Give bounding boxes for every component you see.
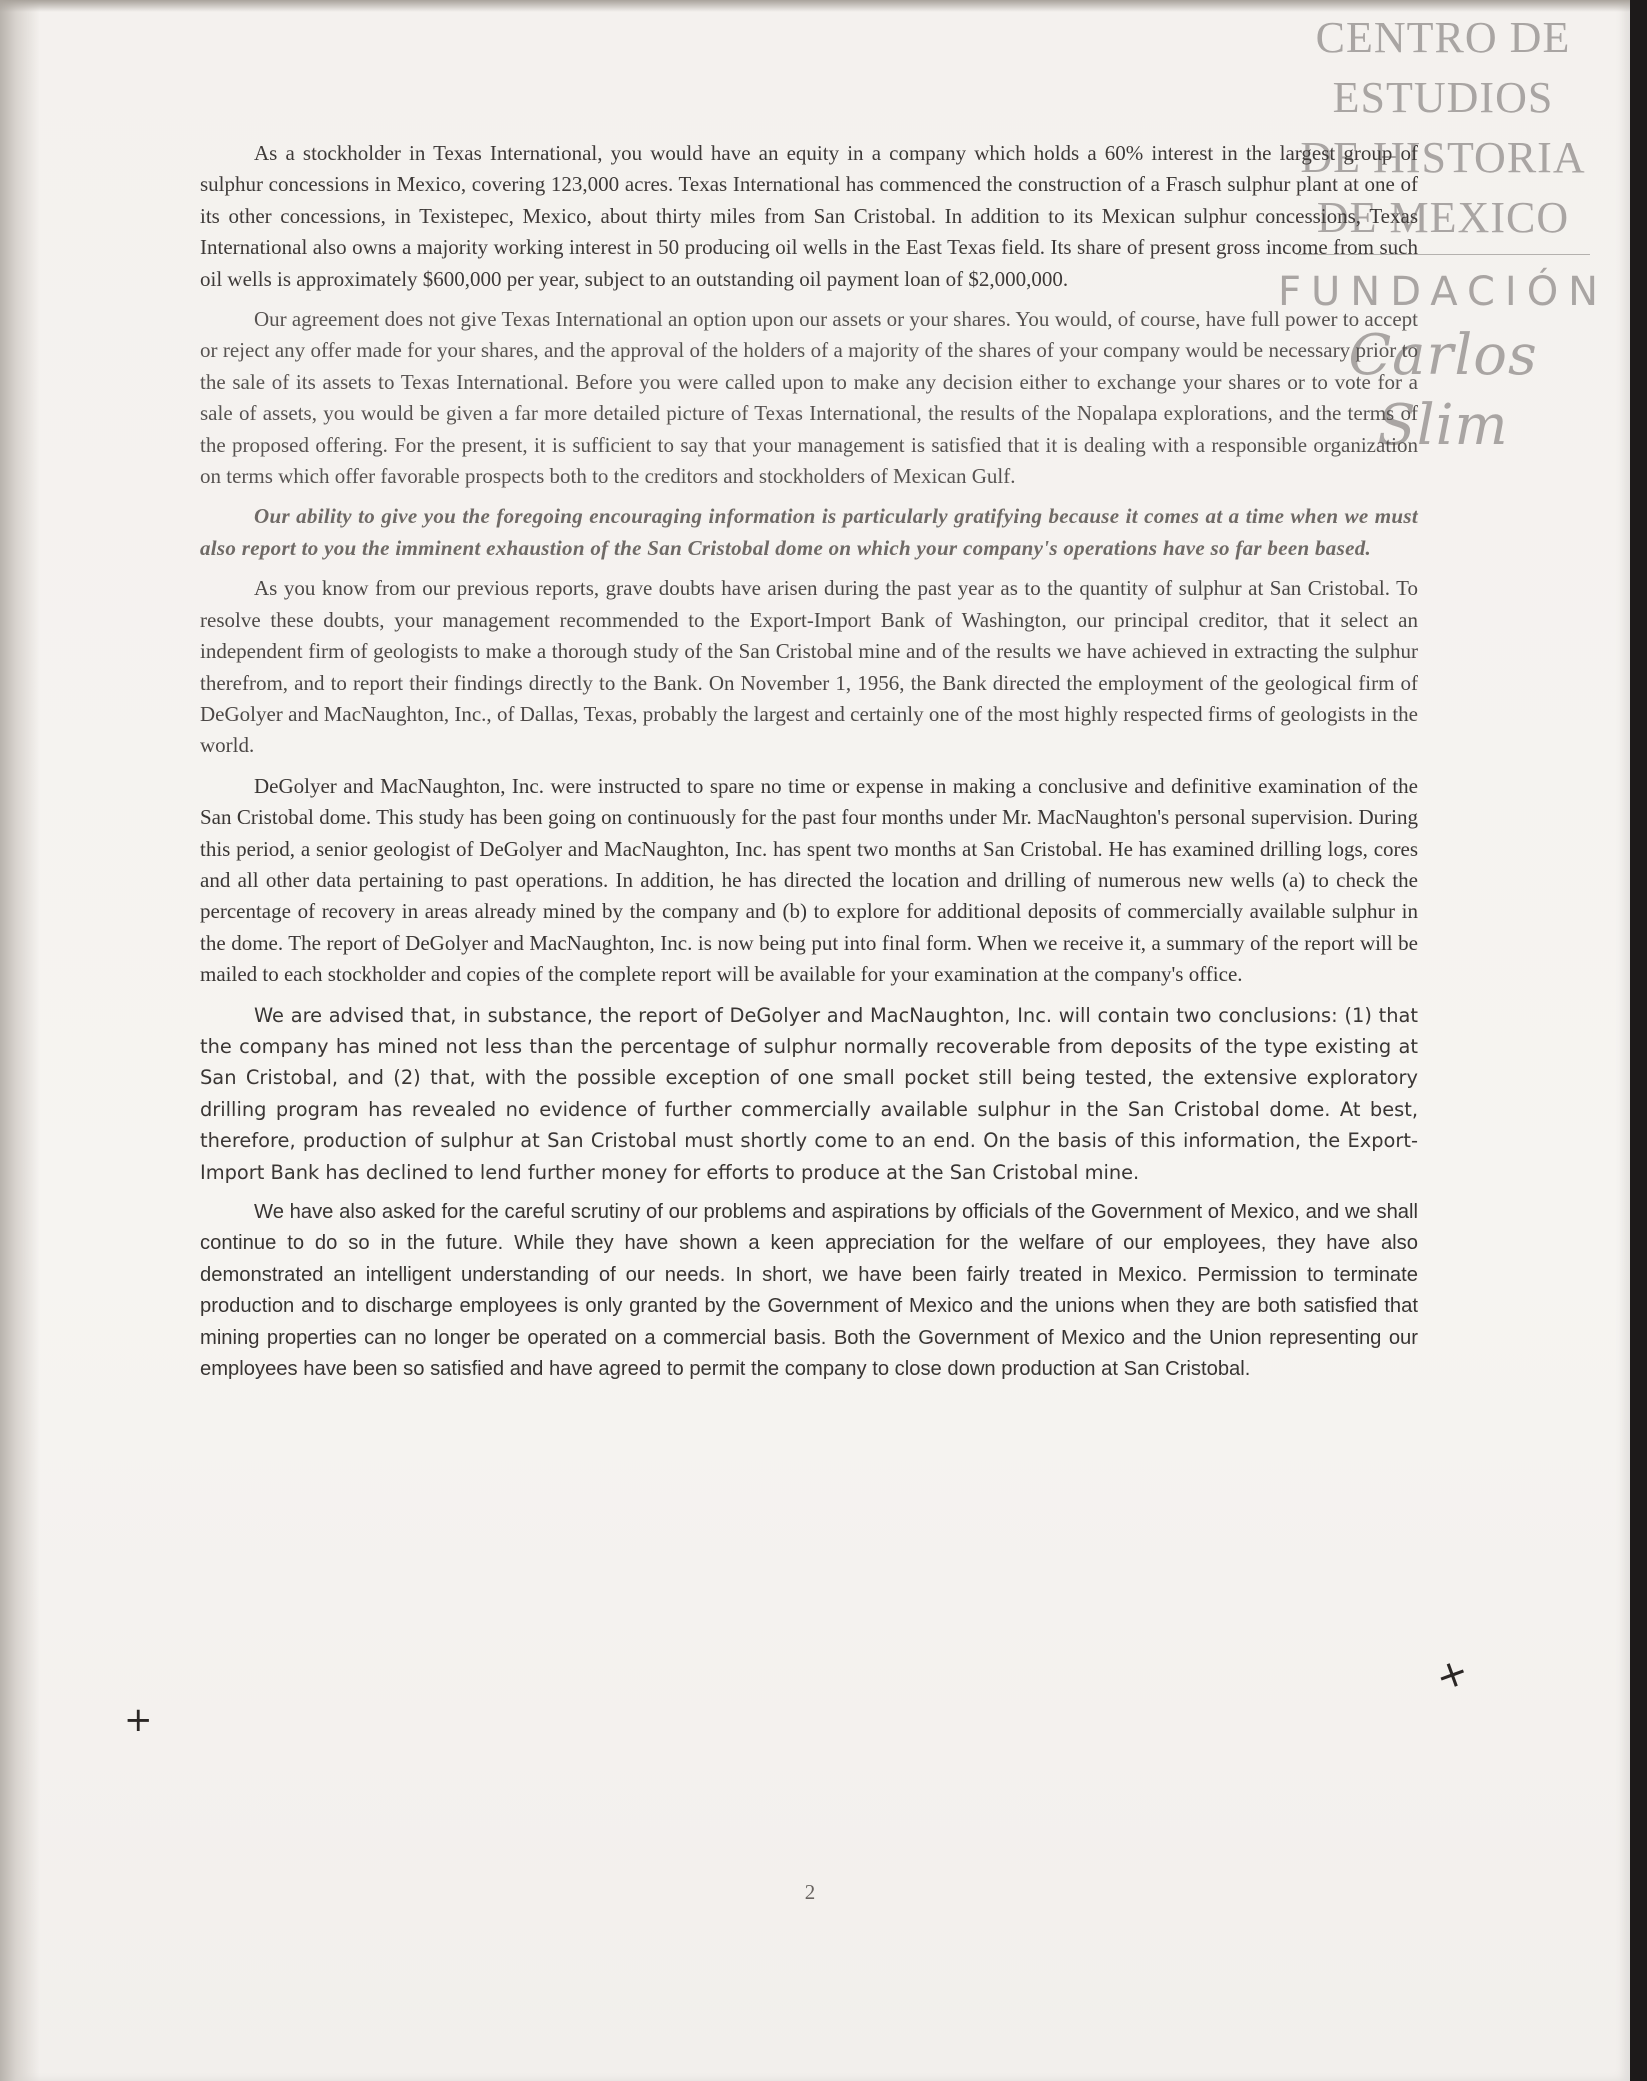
watermark-line-3: DE HISTORIA <box>1300 133 1586 182</box>
paragraph-texas-international: As a stockholder in Texas International, you would have an equity in a company which holds a 60% interest in the largest group of sulphur concessions in Mexico, covering 123,000 acres. Texas International has commenced the construction of a Frasch sulphur plant at one of its other concessions, in Texistepec, Mexico, about thirty miles from San Cristobal. In addition to its Mexican sulphur concessions, Texas International also owns a majority working interest in 50 producing oil wells in the East Texas field. Its share of present gross income from such oil wells is approximately $600,000 per year, subject to an outstanding oil payment loan of $2,000,000. <box>200 141 1418 291</box>
handwritten-mark-right: + <box>1429 1647 1475 1701</box>
watermark-line-1: CENTRO DE <box>1315 13 1571 62</box>
paragraph-degolyer-study: DeGolyer and MacNaughton, Inc. were instructed to spare no time or expense in making a conclusive and definitive examination of the San Cristobal dome. This study has been going on continuously for the past four months under Mr. MacNaughton's personal supervision. During this period, a senior geologist of DeGolyer and MacNaughton, Inc. has spent two months at San Cristobal. He has examined drilling logs, cores and all other data pertaining to past operations. In addition, he has directed the location and drilling of numerous new wells (a) to check the percentage of recovery in areas already mined by the company and (b) to explore for additional deposits of commercially available sulphur in the dome. The report of DeGolyer and MacNaughton, Inc. is now being put into final form. When we receive it, a summary of the report will be mailed to each stockholder and copies of the complete report will be available for your examination at the company's office. <box>200 773 1418 987</box>
paragraph-conclusions: We are advised that, in substance, the report of DeGolyer and MacNaughton, Inc. will contain two conclusions: (1) that the company has mined not less than the percentage of sulphur normally recoverable from deposits of the type existing at San Cristobal, and (2) that, with the possible exception of one small pocket still being tested, the extensive exploratory drilling program has revealed no evidence of further commercially available sulphur in the San Cristobal dome. At best, therefore, production of sulphur at San Cristobal must shortly come to an end. On the basis of this information, the Export-Import Bank has declined to lend further money for efforts to produce at the San Cristobal mine. <box>200 1003 1418 1184</box>
letter-body <box>200 138 1418 1394</box>
paragraph-government: We have also asked for the careful scrutiny of our problems and aspirations by officials of the Government of Mexico, and we shall continue to do so in the future. While they have shown a keen appreciation for the welfare of our employees, they have also demonstrated an intelligent understanding of our needs. In short, we have been fairly treated in Mexico. Permission to terminate production and to discharge employees is only granted by the Government of Mexico and the unions when they are both satisfied that mining properties can no longer be operated on a commercial basis. Both the Government of Mexico and the Union representing our employees have been so satisfied and have agreed to permit the company to close down production at San Cristobal. <box>200 1201 1418 1381</box>
page-left-edge <box>0 0 40 2081</box>
paragraph-emphasis: Our ability to give you the foregoing encouraging information is particularly gratifying because it comes at a time when we must also report to you the imminent exhaustion of the San Cristobal dome on which your company's operations have so far been based. <box>200 504 1418 560</box>
watermark-signature: Carlos Slim <box>1348 323 1538 458</box>
watermark-line-4: DE MEXICO <box>1316 193 1570 242</box>
watermark-foundation: FUNDACIÓN <box>1278 269 1609 315</box>
watermark-line-2: ESTUDIOS <box>1332 73 1554 122</box>
page-number: 2 <box>804 1880 816 1904</box>
handwritten-mark-left: + <box>124 1700 153 1740</box>
paragraph-previous-reports: As you know from our previous reports, grave doubts have arisen during the past year as to the quantity of sulphur at San Cristobal. To resolve these doubts, your management recommended to the Export-Import Bank of Washington, our principal creditor, that it select an independent firm of geologists to make a thorough study of the San Cristobal mine and of the results we have achieved in extracting the sulphur therefrom, and to report their findings directly to the Bank. On November 1, 1956, the Bank directed the employment of the geological firm of DeGolyer and MacNaughton, Inc., of Dallas, Texas, probably the largest and certainly one of the most highly respected firms of geologists in the world. <box>200 576 1418 758</box>
paragraph-agreement: Our agreement does not give Texas International an option upon our assets or your shares. You would, of course, have full power to accept or reject any offer made for your shares, and the approval of the holders of a majority of the shares of your company would be necessary prior to the sale of its assets to Texas International. Before you were called upon to make any decision either to exchange your shares or to vote for a sale of assets, you would be given a far more detailed picture of Texas International, the results of the Nopalapa explorations, and the terms of the proposed offering. For the present, it is sufficient to say that your management is satisfied that it is dealing with a responsible organization on terms which offer favorable prospects both to the creditors and stockholders of Mexican Gulf. <box>200 307 1418 489</box>
